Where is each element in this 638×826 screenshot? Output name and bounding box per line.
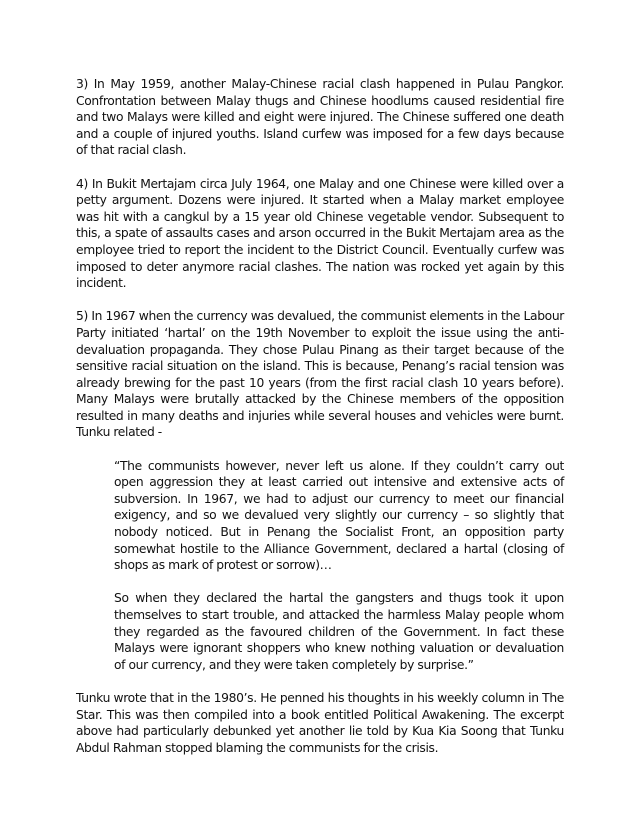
paragraph-bukit-mertajam: 4) In Bukit Mertajam circa July 1964, one Malay and one Chinese were killed over a petty argument. Dozens were injured. It started when a Malay market employee was hit with a cangkul by a 15 year old Chinese vegetable vendor. Subsequent to this, a spate of assaults cases and arson occurred in the Bukit Mertajam area as the employee tried to report the incident to the District Council. Eventually curfew was imposed to deter anymore racial clashes. The nation was rocked yet again by this incident. — [76, 176, 564, 291]
paragraph-currency-devaluation: 5) In 1967 when the currency was devalued, the communist elements in the Labour Party initiated ‘hartal’ on the 19th November to exploit the issue using the anti-devaluation propaganda. They chose Pulau Pinang as their target because of the sensitive racial situation on the island. This is because, Penang’s racial tension was already brewing for the past 10 years (from the first racial clash 10 years before). Many Malays were brutally attacked by the Chinese members of the opposition resulted in many deaths and injuries while several houses and vehicles were burnt. Tunku related - — [76, 309, 564, 440]
paragraph-pulau-pangkor: 3) In May 1959, another Malay-Chinese racial clash happened in Pulau Pangkor. Confrontation between Malay thugs and Chinese hoodlums caused residential fire and two Malays were killed and eight were injured. The Chinese suffered one death and a couple of injured youths. Island curfew was imposed for a few days because of that racial clash. — [76, 77, 564, 158]
quote-tunku-part-2: So when they declared the hartal the gangsters and thugs took it upon themselves to start trouble, and attacked the harmless Malay people whom they regarded as the favoured children of the Government. In fact these Malays were ignorant shoppers who knew nothing valuation or devaluation of our currency, and they were taken completely by surprise.” — [114, 591, 564, 672]
quote-tunku-part-1: “The communists however, never left us alone. If they couldn’t carry out open aggression they at least carried out intensive and extensive acts of subversion. In 1967, we had to adjust our currency to meet our financial exigency, and so we devalued very slightly our currency – so slightly that nobody noticed. But in Penang the Socialist Front, an opposition party somewhat hostile to the Alliance Government, declared a hartal (closing of shops as mark of protest or sorrow)… — [114, 458, 564, 573]
paragraph-conclusion: Tunku wrote that in the 1980’s. He penned his thoughts in his weekly column in The Star. This was then compiled into a book entitled Political Awakening. The excerpt above had particularly debunked yet another lie told by Kua Kia Soong that Tunku Abdul Rahman stopped blaming the communists for the crisis. — [76, 690, 564, 755]
document-body — [76, 76, 564, 756]
